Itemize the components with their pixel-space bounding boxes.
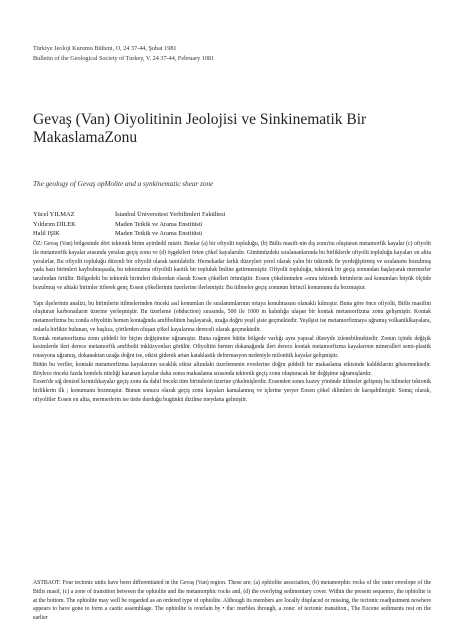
summary-paragraph: ÖZ: Gevaş (Van) bölgesinde dört tektonik birim ayirdedil mistir. Bunlar (a) bir ofiyolit topluluğu, (b) Bitlis masifi-nin dış zonu'nu oluşturan metamorfik kayalar (c) ofiyolit ile metamorfik kayalar arasında yeralan geçiş zonu ve (d) öşgekileri örten çökel kayalarıdır. Günümüzdeki sıralananlarında bu birliklerde ofiyolit topluluğu kayaları en altta yeralırlar. Bu ofiyolit topluluğu düzenli bir ofiyolit olarak tanıtılabilir. Hernekadar farklı düzeyleri yerel olarak yalın bir tektonik ile yerdeğiştirmiş ve sıralanımı bozulmuş yada bazı birimleri kaybolmuşsada, bu tektonizma ofiyolitli kaotik bir topluluk İmline getirmemiştir. Ofiyolit topluluğu, tektonik bir geçiş zonundan başlayarak mermerler tarafından örtülür. Bölgedeki bu tektonik birimleri diskordan olarak Eosen çökelleri örtmüştür. Eosen çökeliminden »onra tektonik birimlerin asıl konumları büyük ölçüde bozulmuş ve alttaki birimler itilerek genç Eosen çökellerinin üzerlerine ilerlemiştir. Bu itilmeler geçiş zonunun birincil konumunu da bozmuştur. <box>33 241 431 291</box>
summary-paragraph: Yapı ilşelerinin analizi, bu birimlerin itilmelerinden önceki asıl konumları ile sıralanımlarının ortaya konulmasını olanaklı kılmıştır. Buna göre önce ofiyolit, Bitlis masifini oluşturan karbonatların üzerine yerleşmiştir. Bu üzerleme (obduction) sırasında, 500 ile 1000 m kalınlığa ulaşan bir kontak metamorfizma zonu gelişmiştir. Kontak metamorfizma bu zonda ofiyolitin hemen kontağında amfibolitten başlayarak, uzağa doğru yeşil şiste geçmektedir. Yeşilşist ise metamorfizmaya uğramış volkaniklkayalara, onlarla birlikte bulunan, ve başlıca, çörtlerden oluşan çökel kayalarına dereceli olarak geçmektedir. <box>33 300 431 333</box>
author-affiliation: İstanbul Üniversitesi Yerbilimleri Fakültesi <box>115 211 226 218</box>
journal-header <box>33 44 433 64</box>
header-english: Bulletin of the Geological Society of Turkey, V. 24 37-44, February 1081 <box>33 55 215 62</box>
author-list <box>33 210 433 239</box>
author-name: Halil IŞIK <box>33 230 60 238</box>
english-abstract <box>33 579 431 623</box>
author-affiliation: Maden Tetkik ve Arama Enstitüsü <box>115 220 203 228</box>
author-name: Yücel YILMAZ <box>33 211 75 218</box>
author-row <box>33 229 433 239</box>
author-row <box>33 210 433 220</box>
author-row <box>33 220 433 230</box>
author-affiliation: Maden Tetkik ve Arama Enstitüsü <box>115 230 203 238</box>
paper-title: Gevaş (Van) Oiyolitinin Jeolojisi ve Sinkinematik Bir MakaslamaZonu <box>33 111 367 146</box>
abstract-paragraph: ASTBAOT: Four tectonic units have been differentiated in the Gevaş (Van) region. These are; (a) ophiolite association, (b) metamorphic rocks of the outer envelope of the Bitlis masif, (c) a zone of transition between the ophiolite and the metamorphic rocks and, (d) the overlying sedimentary cover. Within the present sequence, the ophiolite is at the bottom. The ophiolite may well be regarded as an ordered type of ophiolite. Although its members are locally displaced or missing, the tectonic readjustment nowhere appears to have gone to form a caotic assemblage. The ophiolite is overlain by • the: merbles through, a zone: of tectonic transition., The Eocene sediments rest on the earlier <box>33 580 431 621</box>
summary-paragraph: Bütün bu veriler, kontakt metamorfizma kayalarının sıcaklık etkisi altındaki üzerlemenin evrelerine doğru şiddetli bir makaslama etkisinde kaldıklarını göstermektedir. Böylece önceki fazda homfels niteliği kazanan kayalar daha sonra makaslama sırasında tektonik geçiş zonu oluşturacak bir değişime uğramışlardır. <box>33 361 431 377</box>
summary-paragraph: Kontak metamorfizma zonu şiddetli bir biçim değişimine uğramıştır. Buna rağmen bütün bölgede varlığı aynı yapısal düzeyde izlenebilmektedir. Zonun içinde değişik kesimlerde ileri derece metamorfik amfibolit inklüzyonları görülür. Ofiyolitin hemen dokanağında ileri derece kontak metamorfizma kayalarının mineralleri semi-plastik rotasyona uğramış, dokanaktan uzağa doğru ise, etkisi giderek artan kataklastik deformasyon nedeniyle milonitik kayalar gelişmiştir. <box>33 335 431 359</box>
turkish-summary <box>33 240 431 405</box>
header-turkish: Türkiye Jeoloji Kurumu Bülteni, O, 24 37-44, Şubat 1981 <box>33 45 177 52</box>
summary-paragraph: Eosen'de sığ denizel kırıntılıkayalar geçiş zonu da dahil önceki tüm birimlerin üzerine çökelmişlerdir. Eosenden sonra kuzey yönünde itilmeler gelişmiş bu itilmeler tektonik birliklerin ilk ; konumunu bozmuştur. Bunun sonucu olarak geçiş zonu kayaları kamalanmış ve içlerine yeryer Eosen çökel dilimleri de karışabilmiştir. Sonuç olarak, ofiyolitler Eosen en altta, mermerlerin ise üstte durduğu bugünkü dizilme meydana gelmiştir. <box>33 379 431 403</box>
author-name: Yıldırım DİLEK <box>33 220 76 228</box>
paper-subtitle: The geology of Gevaş opMolite and a synkinematic shear zone <box>33 180 214 188</box>
